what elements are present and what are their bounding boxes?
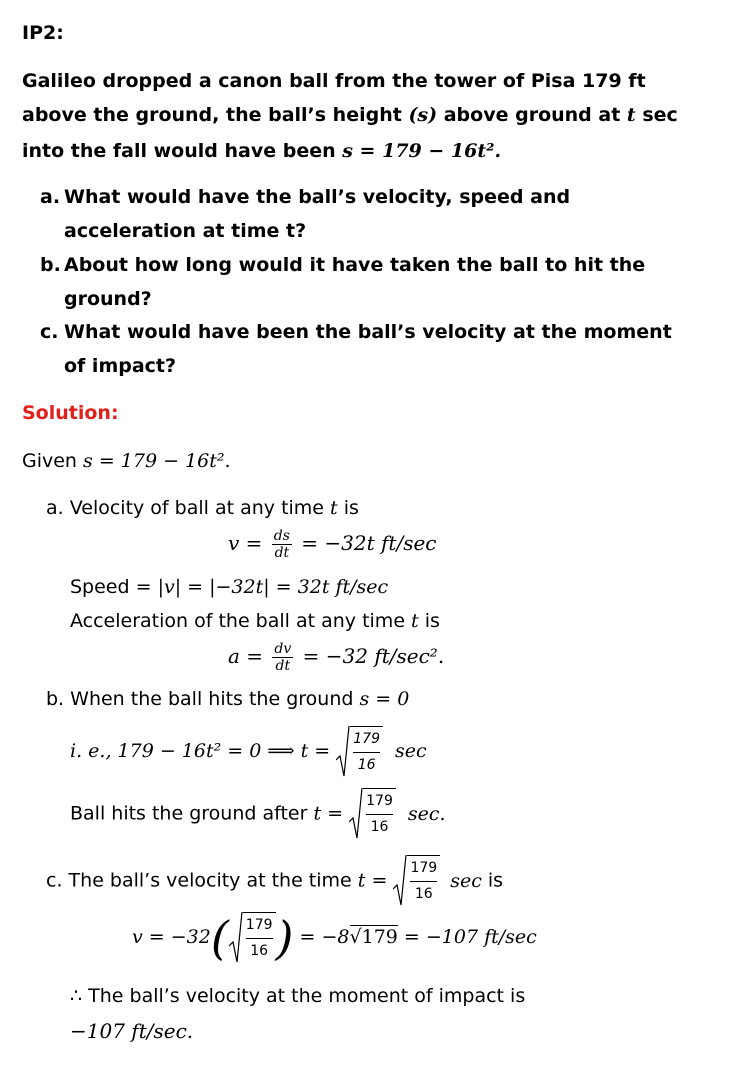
problem-line-1: Galileo dropped a canon ball from the tower of Pisa 179 ft (22, 70, 646, 92)
question-a-line-1: What would have the ball’s velocity, speed and (64, 186, 571, 208)
solution-label: Solution: (22, 402, 119, 424)
sqrt-179-over-16: $\frac{179}{16}$ (336, 726, 383, 778)
hits-ground-line: Ball hits the ground after t = $\frac{179}{16}$ sec. (70, 788, 446, 840)
question-c-marker: c. (40, 321, 59, 343)
part-a-intro: a. Velocity of ball at any time t is (46, 497, 359, 519)
sqrt-179-over-16: $\frac{179}{16}$ (393, 855, 440, 907)
question-a-line-2: acceleration at time t? (64, 220, 307, 242)
given-line: Given s = 179 − 16t². (22, 450, 231, 472)
question-c-line-2: of impact? (64, 355, 177, 377)
question-b-line-2: ground? (64, 288, 152, 310)
problem-equation: s = 179 − 16t². (342, 140, 502, 162)
part-b-intro: b. When the ball hits the ground s = 0 (46, 688, 410, 710)
problem-line-3: into the fall would have been s = 179 − 16t². (22, 140, 502, 162)
velocity-equation: v = $\frac{ds}{dt}$ = −32t ft/sec (228, 528, 437, 561)
time-equation: i. e., 179 − 16t² = 0 ⟹ t = $\frac{179}{16}$ sec (70, 726, 427, 778)
acceleration-equation: a = $\frac{dv}{dt}$ = −32 ft/sec². (228, 641, 445, 674)
question-b-marker: b. (40, 254, 61, 276)
question-b-line-1: About how long would it have taken the ball to hit the (64, 254, 646, 276)
final-answer: −107 ft/sec. (70, 1019, 194, 1043)
acceleration-intro: Acceleration of the ball at any time t is (70, 610, 440, 632)
problem-line-2: above the ground, the ball’s height (s) above ground at t sec (22, 104, 678, 126)
sqrt-179-over-16: $\frac{179}{16}$ (349, 788, 396, 840)
therefore-line: ∴ The ball’s velocity at the moment of impact is (70, 985, 526, 1007)
question-a-marker: a. (40, 186, 61, 208)
question-c-line-1: What would have been the ball’s velocity at the moment (64, 321, 672, 343)
impact-velocity-equation: v = −32( $\frac{179}{16}$ ) = −8√179 = −107 ft/sec (132, 911, 537, 965)
sqrt-179-over-16: $\frac{179}{16}$ (229, 912, 276, 964)
speed-line: Speed = |v| = |−32t| = 32t ft/sec (70, 576, 389, 598)
given-equation: s = 179 − 16t². (83, 450, 231, 472)
part-c-intro: c. The ball’s velocity at the time t = $\frac{179}{16}$ sec is (46, 855, 503, 907)
problem-heading: IP2: (22, 22, 64, 44)
